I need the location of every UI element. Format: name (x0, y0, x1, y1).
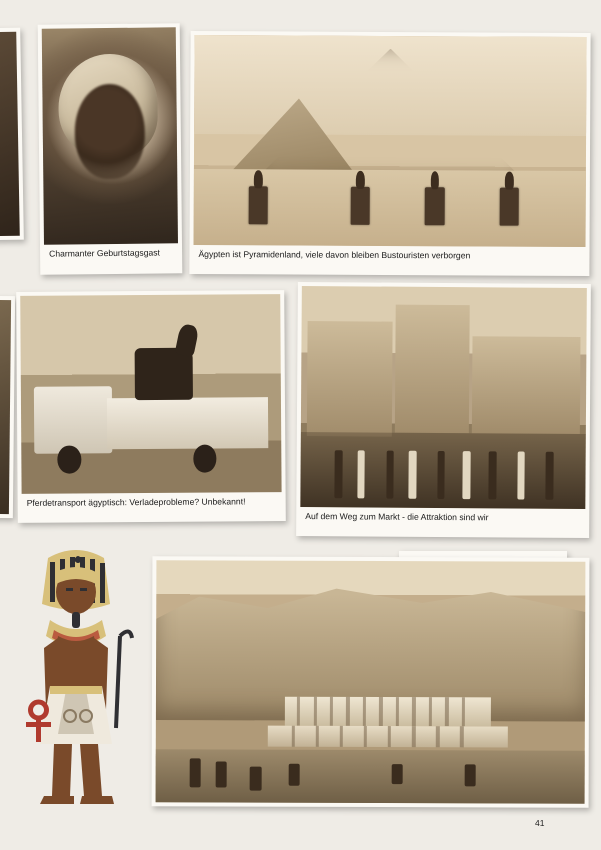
photo-crop-left-middle (0, 300, 11, 514)
caption-girl-portrait: Charmanter Geburtstagsgast (49, 247, 160, 259)
temple-column (330, 696, 333, 725)
caption-horse-truck: Pferdetransport ägyptisch: Verladeprobleme? Unbekannt! (26, 496, 246, 508)
tourist-figure (465, 765, 476, 787)
photo-card-hatschepsut-temple (152, 556, 590, 808)
rider-2 (350, 187, 370, 225)
figure-6 (463, 451, 471, 500)
temple-column (339, 725, 343, 747)
building-left (307, 321, 393, 437)
photo-card-pyramid-riders (189, 31, 590, 276)
tourist-figure (190, 759, 201, 788)
headscarf-shape (58, 53, 158, 158)
truck-cab (34, 386, 112, 454)
figure-9 (545, 451, 553, 500)
temple-column (379, 697, 382, 726)
temple-lower-terrace (267, 725, 507, 748)
temple-column (462, 697, 465, 726)
page-number: 41 (535, 818, 545, 828)
temple-column (429, 697, 432, 726)
pharaoh-illustration (14, 540, 138, 808)
photo-horse-truck (20, 294, 281, 494)
photo-hatschepsut-temple (156, 560, 586, 803)
temple-column (445, 697, 448, 726)
photo-market-street (300, 286, 587, 509)
figure-1 (335, 450, 343, 499)
temple-column (363, 726, 367, 748)
temple-column (313, 696, 316, 725)
temple-column (435, 726, 439, 748)
truck-wheel-front (58, 446, 82, 474)
photo-card-crop-left-middle (0, 296, 15, 518)
rider-1 (249, 186, 269, 224)
face-shape (83, 86, 137, 160)
photo-card-girl-portrait (38, 23, 183, 274)
photo-crop-left-top (0, 32, 20, 237)
horse-on-truck (135, 348, 193, 400)
rider-3 (425, 187, 445, 225)
tourist-figure (392, 764, 403, 783)
temple-column (412, 697, 415, 726)
building-center (395, 304, 470, 433)
photo-pyramid-riders (194, 35, 587, 247)
temple-column (396, 697, 399, 726)
temple-column (387, 726, 391, 748)
tourist-figure (250, 766, 261, 790)
tourist-figure (216, 761, 227, 788)
temple-column (346, 696, 349, 725)
truck-wheel-rear (193, 445, 217, 473)
figure-5 (437, 451, 445, 500)
rider-4 (499, 188, 519, 226)
figure-3 (386, 450, 394, 499)
photo-card-crop-left-top (0, 28, 24, 241)
temple-column (459, 726, 463, 748)
figure-4 (409, 450, 417, 499)
temple-column (291, 725, 295, 747)
building-right (472, 336, 581, 434)
figure-2 (357, 450, 365, 499)
tourist-figure (289, 764, 300, 786)
temple-column (411, 726, 415, 748)
temple-upper-terrace (285, 696, 491, 726)
truck-bed (107, 397, 269, 450)
photo-girl-portrait (42, 27, 178, 244)
figure-7 (488, 451, 496, 500)
photo-card-horse-truck (16, 290, 286, 523)
caption-pyramid-riders: Ägypten ist Pyramidenland, viele davon bleiben Bustouristen verborgen (198, 248, 471, 261)
photo-card-market-street (296, 282, 591, 538)
figure-8 (517, 451, 525, 500)
temple-column (297, 696, 300, 725)
temple-column (363, 696, 366, 725)
temple-column (315, 725, 319, 747)
caption-market-street: Auf dem Weg zum Markt - die Attraktion sind wir (305, 511, 489, 523)
